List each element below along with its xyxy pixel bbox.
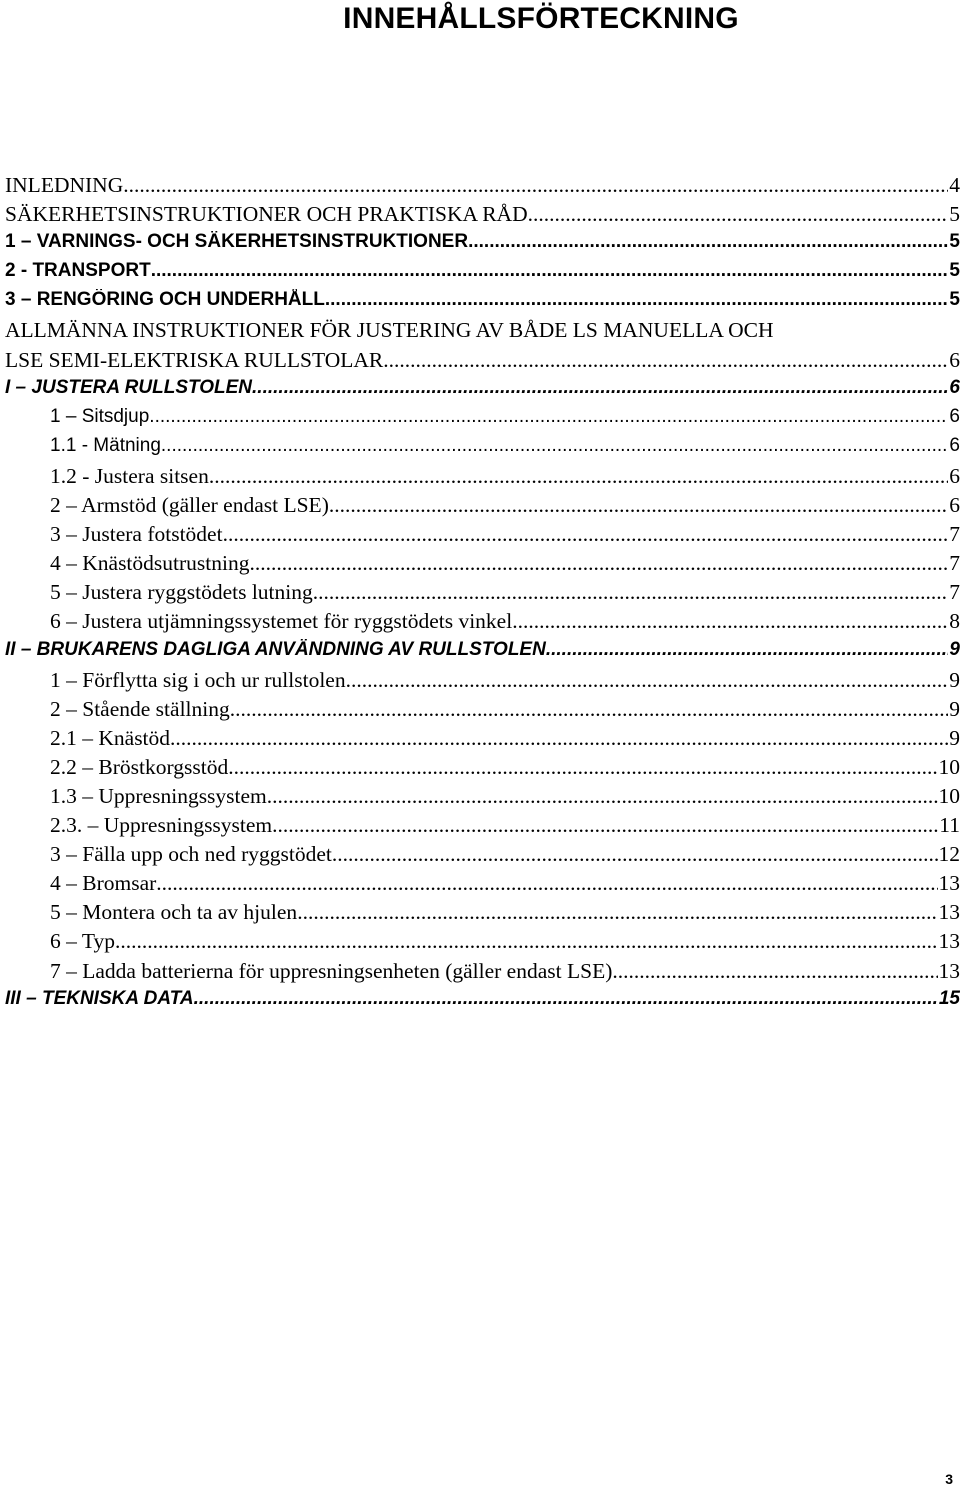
dot-leader — [313, 580, 948, 605]
toc-entry-bromsar[interactable] — [5, 871, 960, 900]
dot-leader — [123, 173, 948, 198]
dot-leader — [329, 493, 948, 518]
dot-leader — [332, 842, 938, 867]
toc-entry-label: 2 – Stående ställning — [50, 696, 230, 721]
toc-entry-transport[interactable] — [5, 260, 960, 289]
toc-entry-staende-stallning[interactable] — [5, 697, 960, 726]
toc-entry-page: 7 — [949, 551, 960, 576]
toc-entry-ryggstodets-lutning[interactable] — [5, 580, 960, 609]
toc-entry-page: 6 — [949, 493, 960, 518]
toc-entry-tekniska-data[interactable] — [5, 988, 960, 1017]
toc-entry-ladda-batterierna[interactable] — [5, 959, 960, 988]
toc-entry-page: 5 — [949, 260, 960, 282]
dot-leader — [346, 668, 949, 693]
toc-entry-page: 10 — [938, 783, 960, 808]
toc-entry-label: 2 - TRANSPORT — [5, 260, 151, 282]
toc-entry-typ[interactable] — [5, 929, 960, 958]
toc-entry-knastod[interactable] — [5, 726, 960, 755]
dot-leader — [156, 871, 937, 896]
toc-entry-label: I – JUSTERA RULLSTOLEN — [5, 376, 253, 398]
dot-leader — [209, 464, 948, 489]
toc-entry-label: 2.3. – Uppresningssystem — [50, 813, 273, 838]
dot-leader — [194, 988, 938, 1010]
dot-leader — [528, 202, 949, 227]
toc-entry-page: 6 — [949, 434, 960, 456]
dot-leader — [228, 755, 937, 780]
toc-entry-label: 6 – Justera utjämningssystemet för ryggstödets vinkel — [50, 609, 513, 634]
toc-entry-rengoring[interactable] — [5, 289, 960, 318]
toc-entry-page: 6 — [949, 463, 960, 488]
toc-entry-justera-sitsen[interactable] — [5, 464, 960, 493]
dot-leader — [325, 289, 949, 311]
toc-entry-page: 10 — [938, 754, 960, 779]
dot-leader — [161, 435, 949, 457]
toc-entry-label: II – BRUKARENS DAGLIGA ANVÄNDNING AV RULLSTOLEN — [5, 638, 546, 660]
toc-entry-varnings[interactable] — [5, 231, 960, 260]
toc-entry-page: 7 — [949, 522, 960, 547]
toc-entry-label: 1 – Förflytta sig i och ur rullstolen — [50, 667, 346, 692]
toc-entry-sakerhetsinstruktioner[interactable] — [5, 202, 960, 231]
toc-entry-label: 1.3 – Uppresningssystem — [50, 783, 267, 808]
toc-entry-brukarens-anvandning[interactable] — [5, 639, 960, 668]
dot-leader — [468, 231, 948, 253]
dot-leader — [249, 551, 948, 576]
page-number: 3 — [945, 1471, 953, 1487]
toc-entry-label: 3 – Justera fotstödet — [50, 522, 223, 547]
toc-entry-armstod[interactable] — [5, 493, 960, 522]
toc-entry-page: 13 — [938, 871, 960, 896]
toc-entry-falla-ryggstodet[interactable] — [5, 842, 960, 871]
toc-entry-label: 2 – Armstöd (gäller endast LSE) — [50, 493, 329, 518]
toc-entry-page: 6 — [949, 405, 960, 427]
toc-entry-page: 12 — [938, 842, 960, 867]
toc-entry-page: 5 — [949, 289, 960, 311]
toc-entry-page: 13 — [938, 900, 960, 925]
dot-leader — [151, 260, 949, 282]
dot-leader — [546, 639, 949, 661]
toc-entry-label: 3 – Fälla upp och ned ryggstödet — [50, 842, 332, 867]
toc-entry-page: 7 — [949, 580, 960, 605]
toc-entry-justera-rullstolen[interactable] — [5, 377, 960, 406]
toc-entry-fotstodet[interactable] — [5, 522, 960, 551]
toc-entry-page: 13 — [938, 958, 960, 983]
toc-entry-label: INLEDNING — [5, 173, 124, 197]
toc-entry-label: 3 – RENGÖRING OCH UNDERHÅLL — [5, 289, 325, 311]
dot-leader — [115, 929, 938, 954]
toc-entry-page: 6 — [949, 347, 960, 372]
toc-entry-page: 6 — [949, 376, 960, 398]
toc-entry-label: 1.2 - Justera sitsen — [50, 463, 209, 488]
dot-leader — [297, 900, 937, 925]
dot-leader — [512, 609, 948, 634]
dot-leader — [383, 348, 948, 373]
toc-entry-allmanna-line2[interactable] — [5, 348, 960, 377]
toc-entry-knastodsutrustning[interactable] — [5, 551, 960, 580]
dot-leader — [272, 813, 938, 838]
toc-entry-page: 9 — [949, 667, 960, 692]
toc-entry-uppresningssystem-1-3[interactable] — [5, 784, 960, 813]
toc-entry-page: 8 — [949, 609, 960, 634]
dot-leader — [223, 522, 949, 547]
table-of-contents — [5, 173, 960, 1017]
dot-leader — [618, 959, 938, 984]
dot-leader — [230, 697, 949, 722]
toc-entry-label: LSE SEMI-ELEKTRISKA RULLSTOLAR — [5, 347, 384, 372]
toc-entry-page: 11 — [939, 813, 960, 838]
toc-entry-label: 5 – Montera och ta av hjulen — [50, 900, 298, 925]
toc-entry-label: SÄKERHETSINSTRUKTIONER OCH PRAKTISKA RÅD — [5, 202, 528, 227]
toc-entry-page: 4 — [949, 173, 960, 197]
toc-entry-label: 2.1 – Knästöd — [50, 725, 171, 750]
toc-entry-label: 4 – Knästödsutrustning — [50, 551, 250, 576]
toc-entry-label: 1 – VARNINGS- OCH SÄKERHETSINSTRUKTIONER — [5, 231, 469, 253]
toc-entry-label: 1 – Sitsdjup — [50, 405, 150, 427]
toc-entry-sitsdjup[interactable] — [5, 406, 960, 435]
toc-entry-label: 4 – Bromsar — [50, 871, 157, 896]
toc-entry-page: 9 — [949, 638, 960, 660]
toc-entry-page: 5 — [949, 231, 960, 253]
toc-entry-label: III – TEKNISKA DATA — [5, 987, 194, 1009]
page-title: INNEHÅLLSFÖRTECKNING — [343, 2, 739, 35]
toc-entry-page: 15 — [938, 987, 960, 1009]
dot-leader — [252, 377, 948, 399]
toc-entry-label: 2.2 – Bröstkorgsstöd — [50, 754, 229, 779]
dot-leader — [149, 406, 948, 428]
toc-entry-brostkorgsstod[interactable] — [5, 755, 960, 784]
toc-entry-label: 7 – Ladda batterierna för uppresningsenheten (gäller endast LSE). — [50, 958, 618, 983]
toc-entry-uppresningssystem-2-3[interactable] — [5, 813, 960, 842]
toc-entry-inledning[interactable] — [5, 173, 960, 202]
toc-entry-page: 9 — [949, 696, 960, 721]
dot-leader — [267, 784, 938, 809]
dot-leader — [170, 726, 948, 751]
toc-entry-label: 1.1 - Mätning — [50, 434, 161, 456]
toc-entry-page: 9 — [949, 725, 960, 750]
toc-entry-label: 5 – Justera ryggstödets lutning — [50, 580, 313, 605]
toc-entry-allmanna-line1[interactable] — [5, 318, 960, 347]
toc-entry-page: 5 — [949, 202, 960, 227]
toc-entry-forflytta[interactable] — [5, 668, 960, 697]
toc-entry-label: 6 – Typ — [50, 929, 115, 954]
toc-entry-utjamningssystemet[interactable] — [5, 609, 960, 638]
toc-entry-page: 13 — [938, 929, 960, 954]
toc-entry-montera-hjulen[interactable] — [5, 900, 960, 929]
toc-entry-label: ALLMÄNNA INSTRUKTIONER FÖR JUSTERING AV BÅDE LS MANUELLA OCH — [5, 318, 774, 343]
toc-entry-matning[interactable] — [5, 435, 960, 464]
